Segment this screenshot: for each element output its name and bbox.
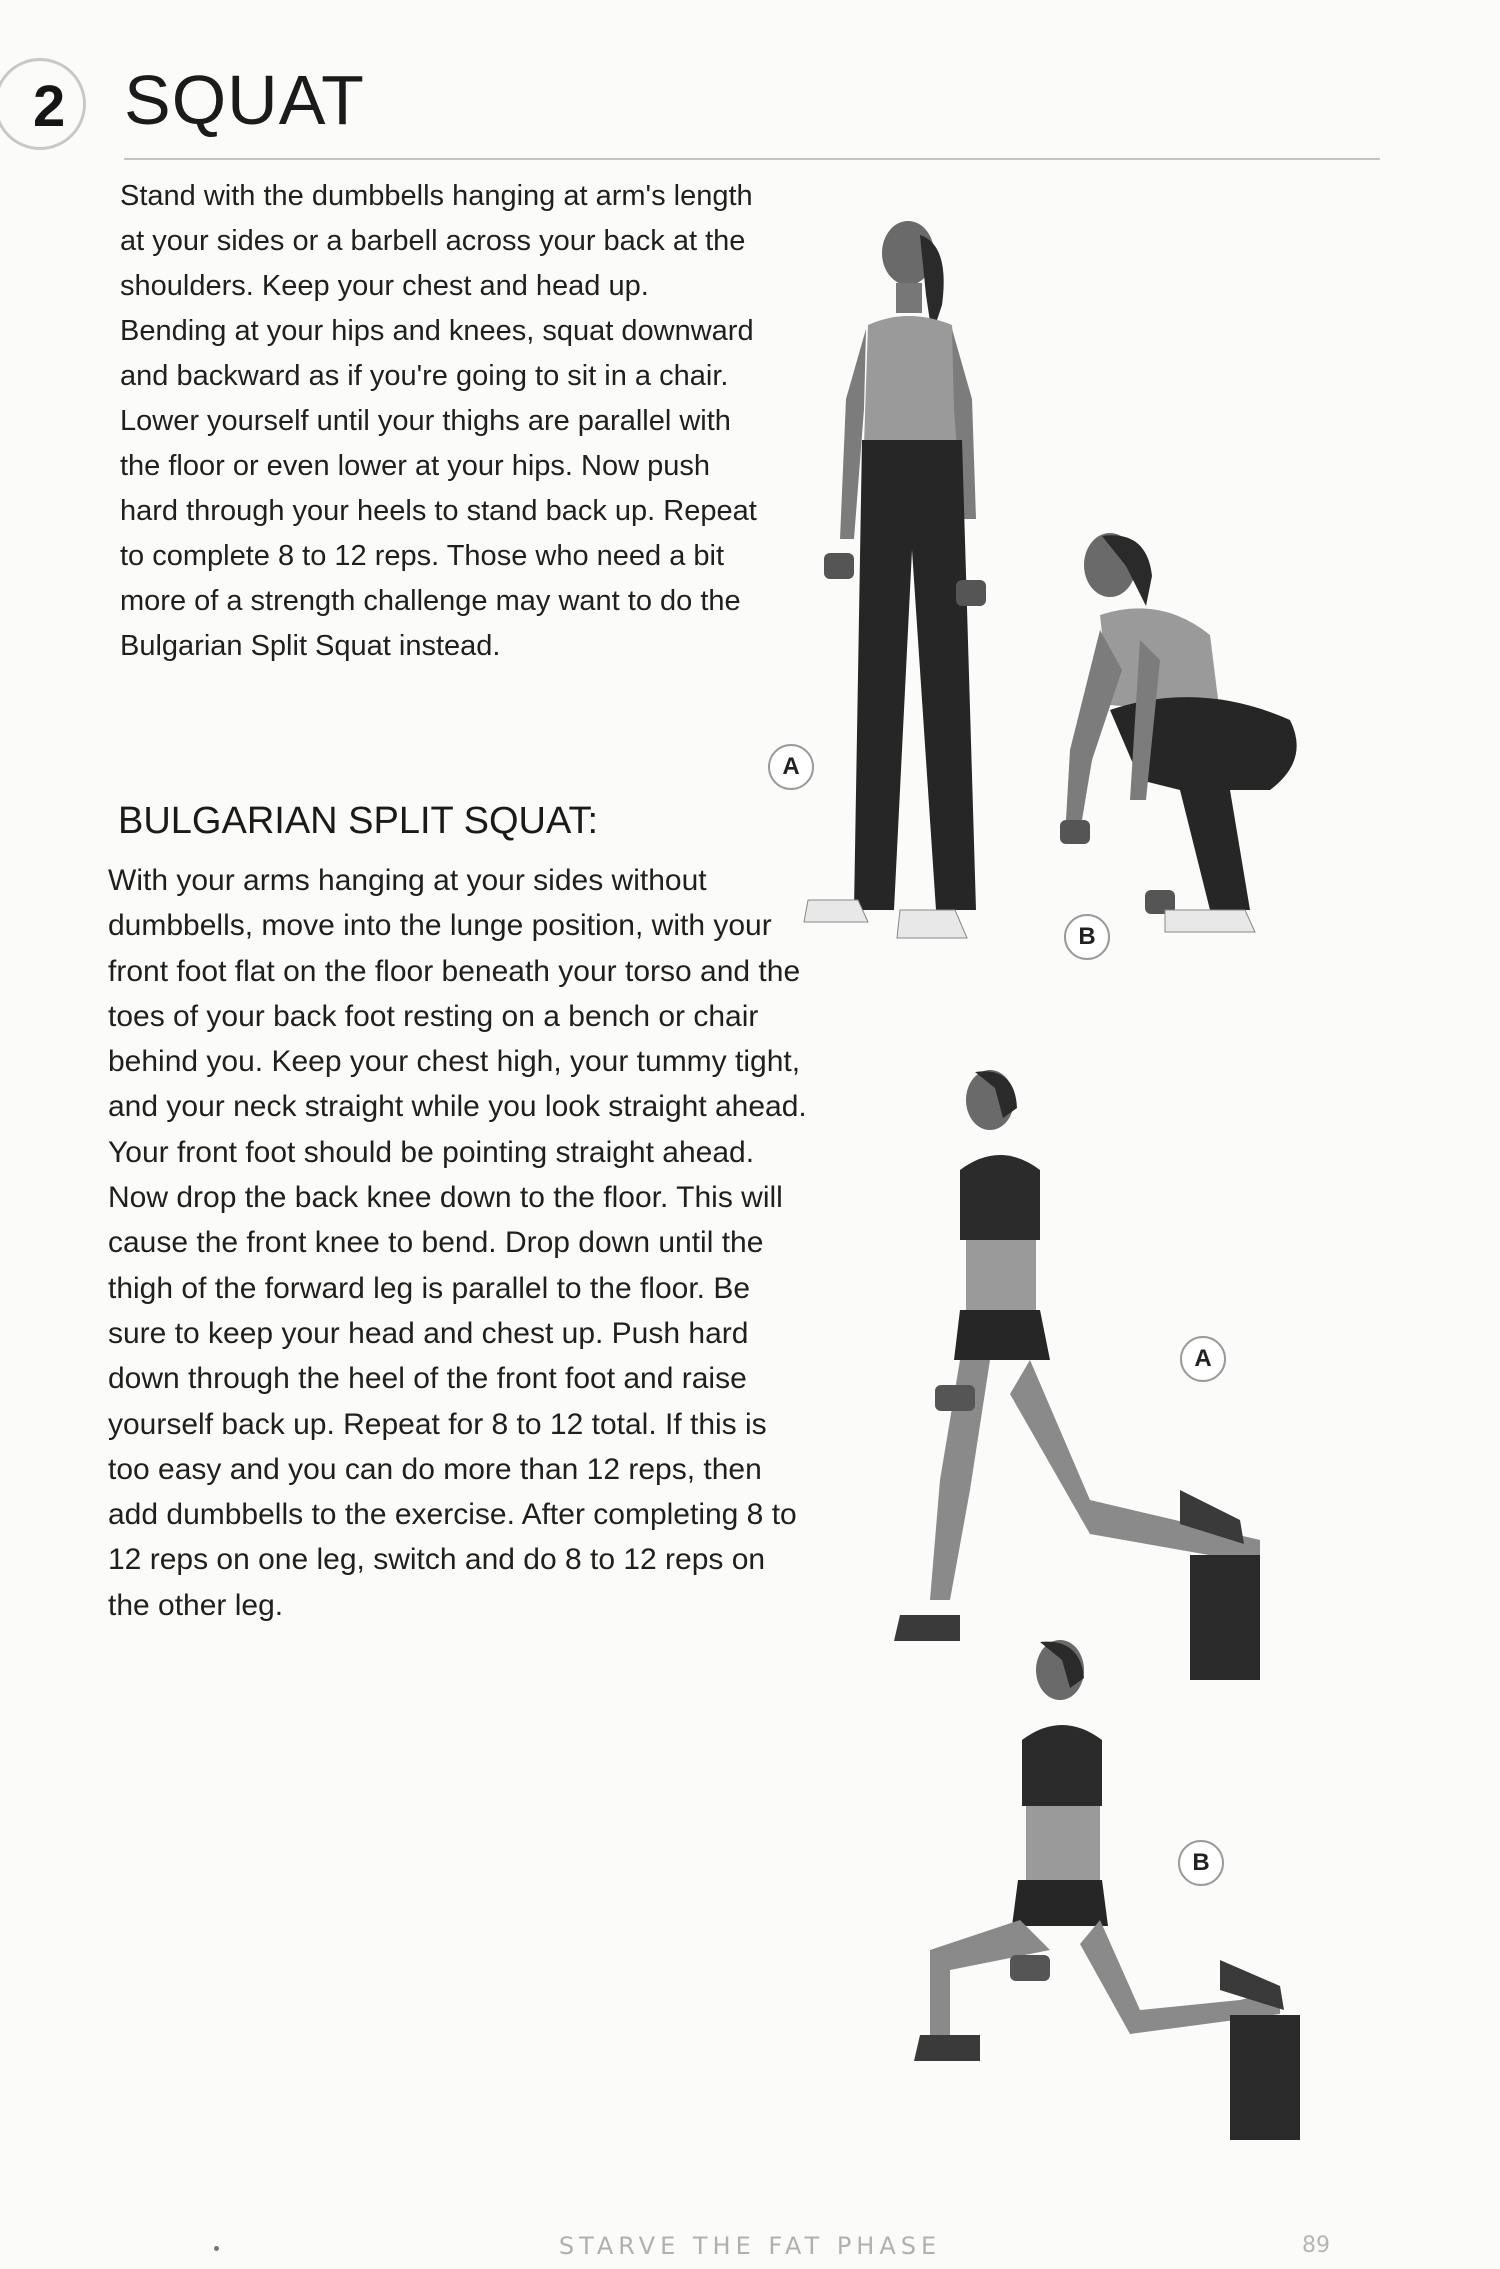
- page-number: 89: [1302, 2233, 1330, 2258]
- page-title: SQUAT: [124, 61, 365, 139]
- exercise-number-badge: [0, 58, 86, 150]
- split-squat-photo-a: [860, 1060, 1280, 1700]
- footer-phase-title: STARVE THE FAT PHASE: [558, 2232, 942, 2260]
- squat-description: Stand with the dumbbells hanging at arm's length at your sides or a barbell across your back at the shoulders. Keep your chest and head up. Bending at your hips and knees, squat downward and backward as if you're going to sit in a chair. Lower yourself until your thighs are parallel with the floor or even lower at your hips. Now push hard through your heels to stand back up. Repeat to complete 8 to 12 reps. Those who need a bit more of a strength challenge may want to do the Bulgarian Split Squat instead.: [120, 180, 757, 662]
- split-squat-photo-b: [900, 1630, 1320, 2150]
- squat-label-b: B: [1064, 914, 1110, 960]
- header-divider: [124, 158, 1380, 160]
- squat-label-a: A: [768, 744, 814, 790]
- squat-photo-a: [780, 205, 1010, 950]
- split-squat-label-b: B: [1178, 1840, 1224, 1886]
- split-squat-label-a: A: [1180, 1336, 1226, 1382]
- bulgarian-description: With your arms hanging at your sides without dumbbells, move into the lunge position, with your front foot flat on the floor beneath your torso and the toes of your back foot resting on a bench or chair behind you. Keep your chest high, your tummy tight, and your neck straight while you look straight ahead. Your front foot should be pointing straight ahead. Now drop the back knee down to the floor. This will cause the front knee to bend. Drop down until the thigh of the forward leg is parallel to the floor. Be sure to keep your head and chest up. Push hard down through the heel of the front foot and raise yourself back up. Repeat for 8 to 12 total. If this is too easy and you can do more than 12 reps, then add dumbbells to the exercise. After completing 8 to 12 reps on one leg, switch and do 8 to 12 reps on the other leg.: [108, 864, 807, 1622]
- bulgarian-heading: BULGARIAN SPLIT SQUAT:: [118, 800, 599, 842]
- exercise-number: 2: [33, 74, 66, 139]
- squat-photo-b: [1040, 520, 1340, 940]
